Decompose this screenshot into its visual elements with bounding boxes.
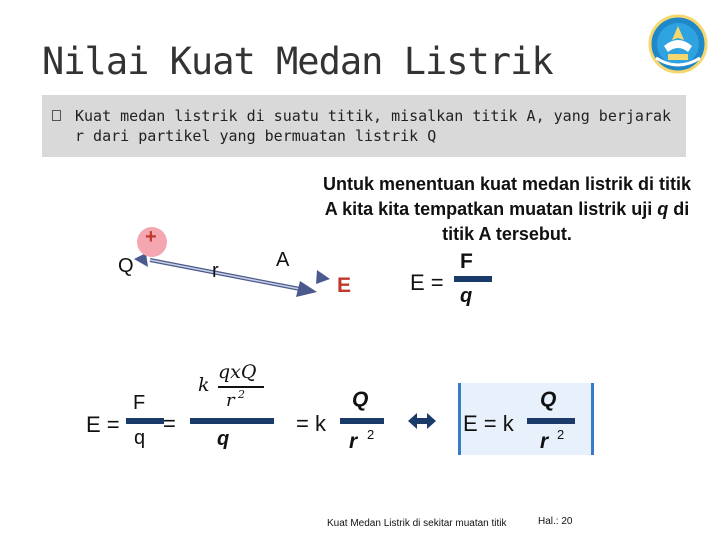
tut-wuri-handayani-logo	[646, 12, 710, 76]
slide-title: Nilai Kuat Medan Listrik	[42, 40, 553, 83]
formula-lhs: E =	[86, 412, 120, 437]
charge-sign: +	[145, 226, 157, 248]
formula-equals-1: =	[163, 411, 176, 436]
fraction-line-4	[527, 418, 575, 424]
formula-top-fraction-line	[454, 276, 492, 282]
page-number: Hal.: 20	[538, 516, 573, 527]
fraction-line-2	[190, 418, 274, 424]
image-formula-numerator: qxQ	[218, 361, 257, 383]
formula-Q2: Q	[540, 388, 557, 411]
formula-E-equals-k: E = k	[463, 411, 514, 436]
fraction-line-3	[340, 418, 384, 424]
formula-exp1: 2	[367, 427, 375, 442]
fraction-line-1	[126, 418, 164, 424]
description-text: Untuk menentuan kuat medan listrik di titik A kita kita tempatkan muatan listrik uji q di titik A tersebut.	[322, 174, 692, 244]
formula-r2: r	[540, 430, 549, 453]
formula-equals-k: = k	[296, 411, 326, 436]
formula-q2: q	[217, 428, 230, 450]
double-arrow-icon	[408, 410, 436, 432]
image-formula-exponent: 2	[238, 388, 245, 401]
formula-top-denominator: q	[460, 285, 473, 307]
image-formula-k: k	[198, 374, 210, 396]
bullet-marker-icon	[52, 110, 61, 121]
formula-Q1: Q	[352, 388, 369, 411]
formula-exp2: 2	[557, 427, 565, 442]
field-label: E	[337, 274, 352, 297]
bullet-text: Kuat medan listrik di suatu titik, misalkan titik A, yang berjarak r dari partikel yang bermuatan listrik Q	[75, 107, 672, 145]
formula-r1: r	[349, 430, 358, 453]
point-label: A	[276, 249, 290, 271]
formula-q1: q	[134, 427, 146, 449]
charge-label: Q	[118, 255, 134, 277]
footer-text: Kuat Medan Listrik di sekitar muatan titik	[327, 518, 507, 529]
formula-top-numerator: F	[460, 250, 473, 273]
formula-F: F	[133, 392, 146, 414]
formula-top-lhs: E =	[410, 270, 444, 295]
image-formula-denominator: r	[226, 390, 235, 411]
distance-label: r	[212, 260, 219, 282]
